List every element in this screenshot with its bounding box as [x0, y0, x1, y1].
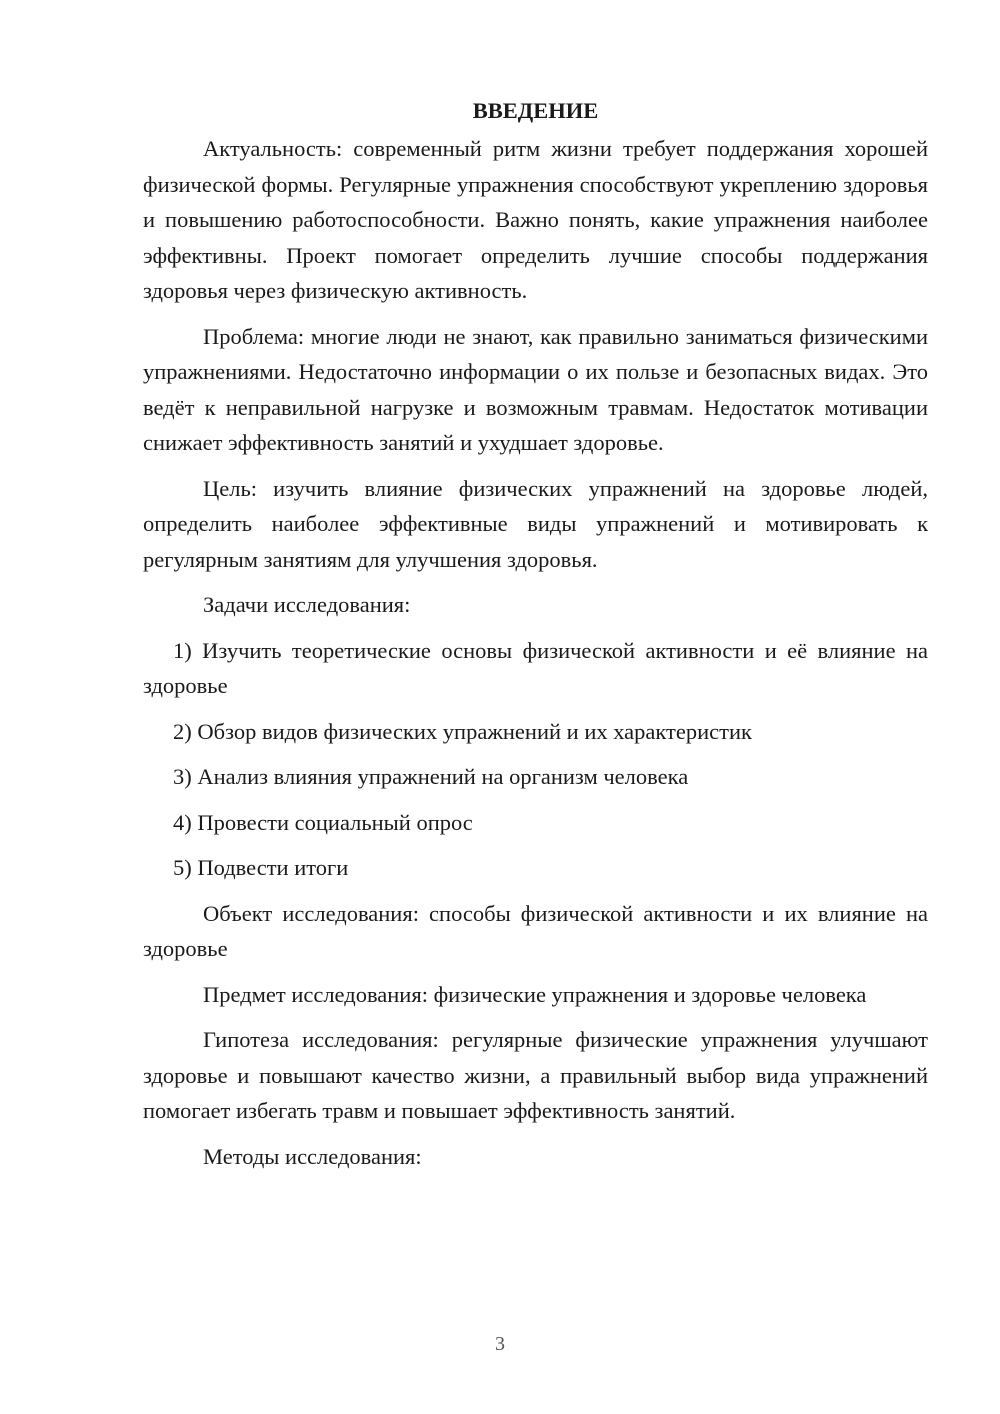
- task-item-2: 2) Обзор видов физических упражнений и их характеристик: [173, 718, 752, 744]
- task-item-4: 4) Провести социальный опрос: [173, 809, 473, 835]
- methods-heading: Методы исследования:: [203, 1143, 422, 1169]
- paragraph-relevance: Актуальность: современный ритм жизни требует поддержания хорошей физической формы. Регулярные упражнения способствуют укреплению здоровья и повышению работоспособности. Важно понять, какие упражнения наиболее эффективны. Проект помогает определить лучшие способы поддержания здоровья через физическую активность.: [143, 136, 928, 303]
- page-number: 3: [495, 1333, 505, 1355]
- task-item-5: 5) Подвести итоги: [173, 855, 349, 880]
- section-title: ВВЕДЕНИЕ: [472, 98, 599, 123]
- paragraph-goal: Цель: изучить влияние физических упражнений на здоровье людей, определить наиболее эффективные виды упражнений и мотивировать к регулярным занятиям для улучшения здоровья.: [143, 475, 928, 572]
- page-content: [143, 95, 928, 1184]
- paragraph-object: Объект исследования: способы физической активности и их влияние на здоровье: [143, 900, 928, 961]
- tasks-heading: Задачи исследования:: [203, 592, 411, 617]
- task-item-3: 3) Анализ влияния упражнений на организм человека: [173, 764, 689, 789]
- paragraph-subject: Предмет исследования: физические упражнения и здоровье человека: [203, 981, 867, 1007]
- task-item-1: 1) Изучить теоретические основы физической активности и её влияние на здоровье: [143, 637, 928, 698]
- paragraph-hypothesis: Гипотеза исследования: регулярные физические упражнения улучшают здоровье и повышают качество жизни, а правильный выбор вида упражнений помогает избегать травм и повышает эффективность занятий.: [143, 1027, 928, 1123]
- paragraph-problem: Проблема: многие люди не знают, как правильно заниматься физическими упражнениями. Недостаточно информации о их пользе и безопасных видах. Это ведёт к неправильной нагрузке и возможным травмам. Недостаток мотивации снижает эффективность занятий и ухудшает здоровье.: [143, 323, 928, 455]
